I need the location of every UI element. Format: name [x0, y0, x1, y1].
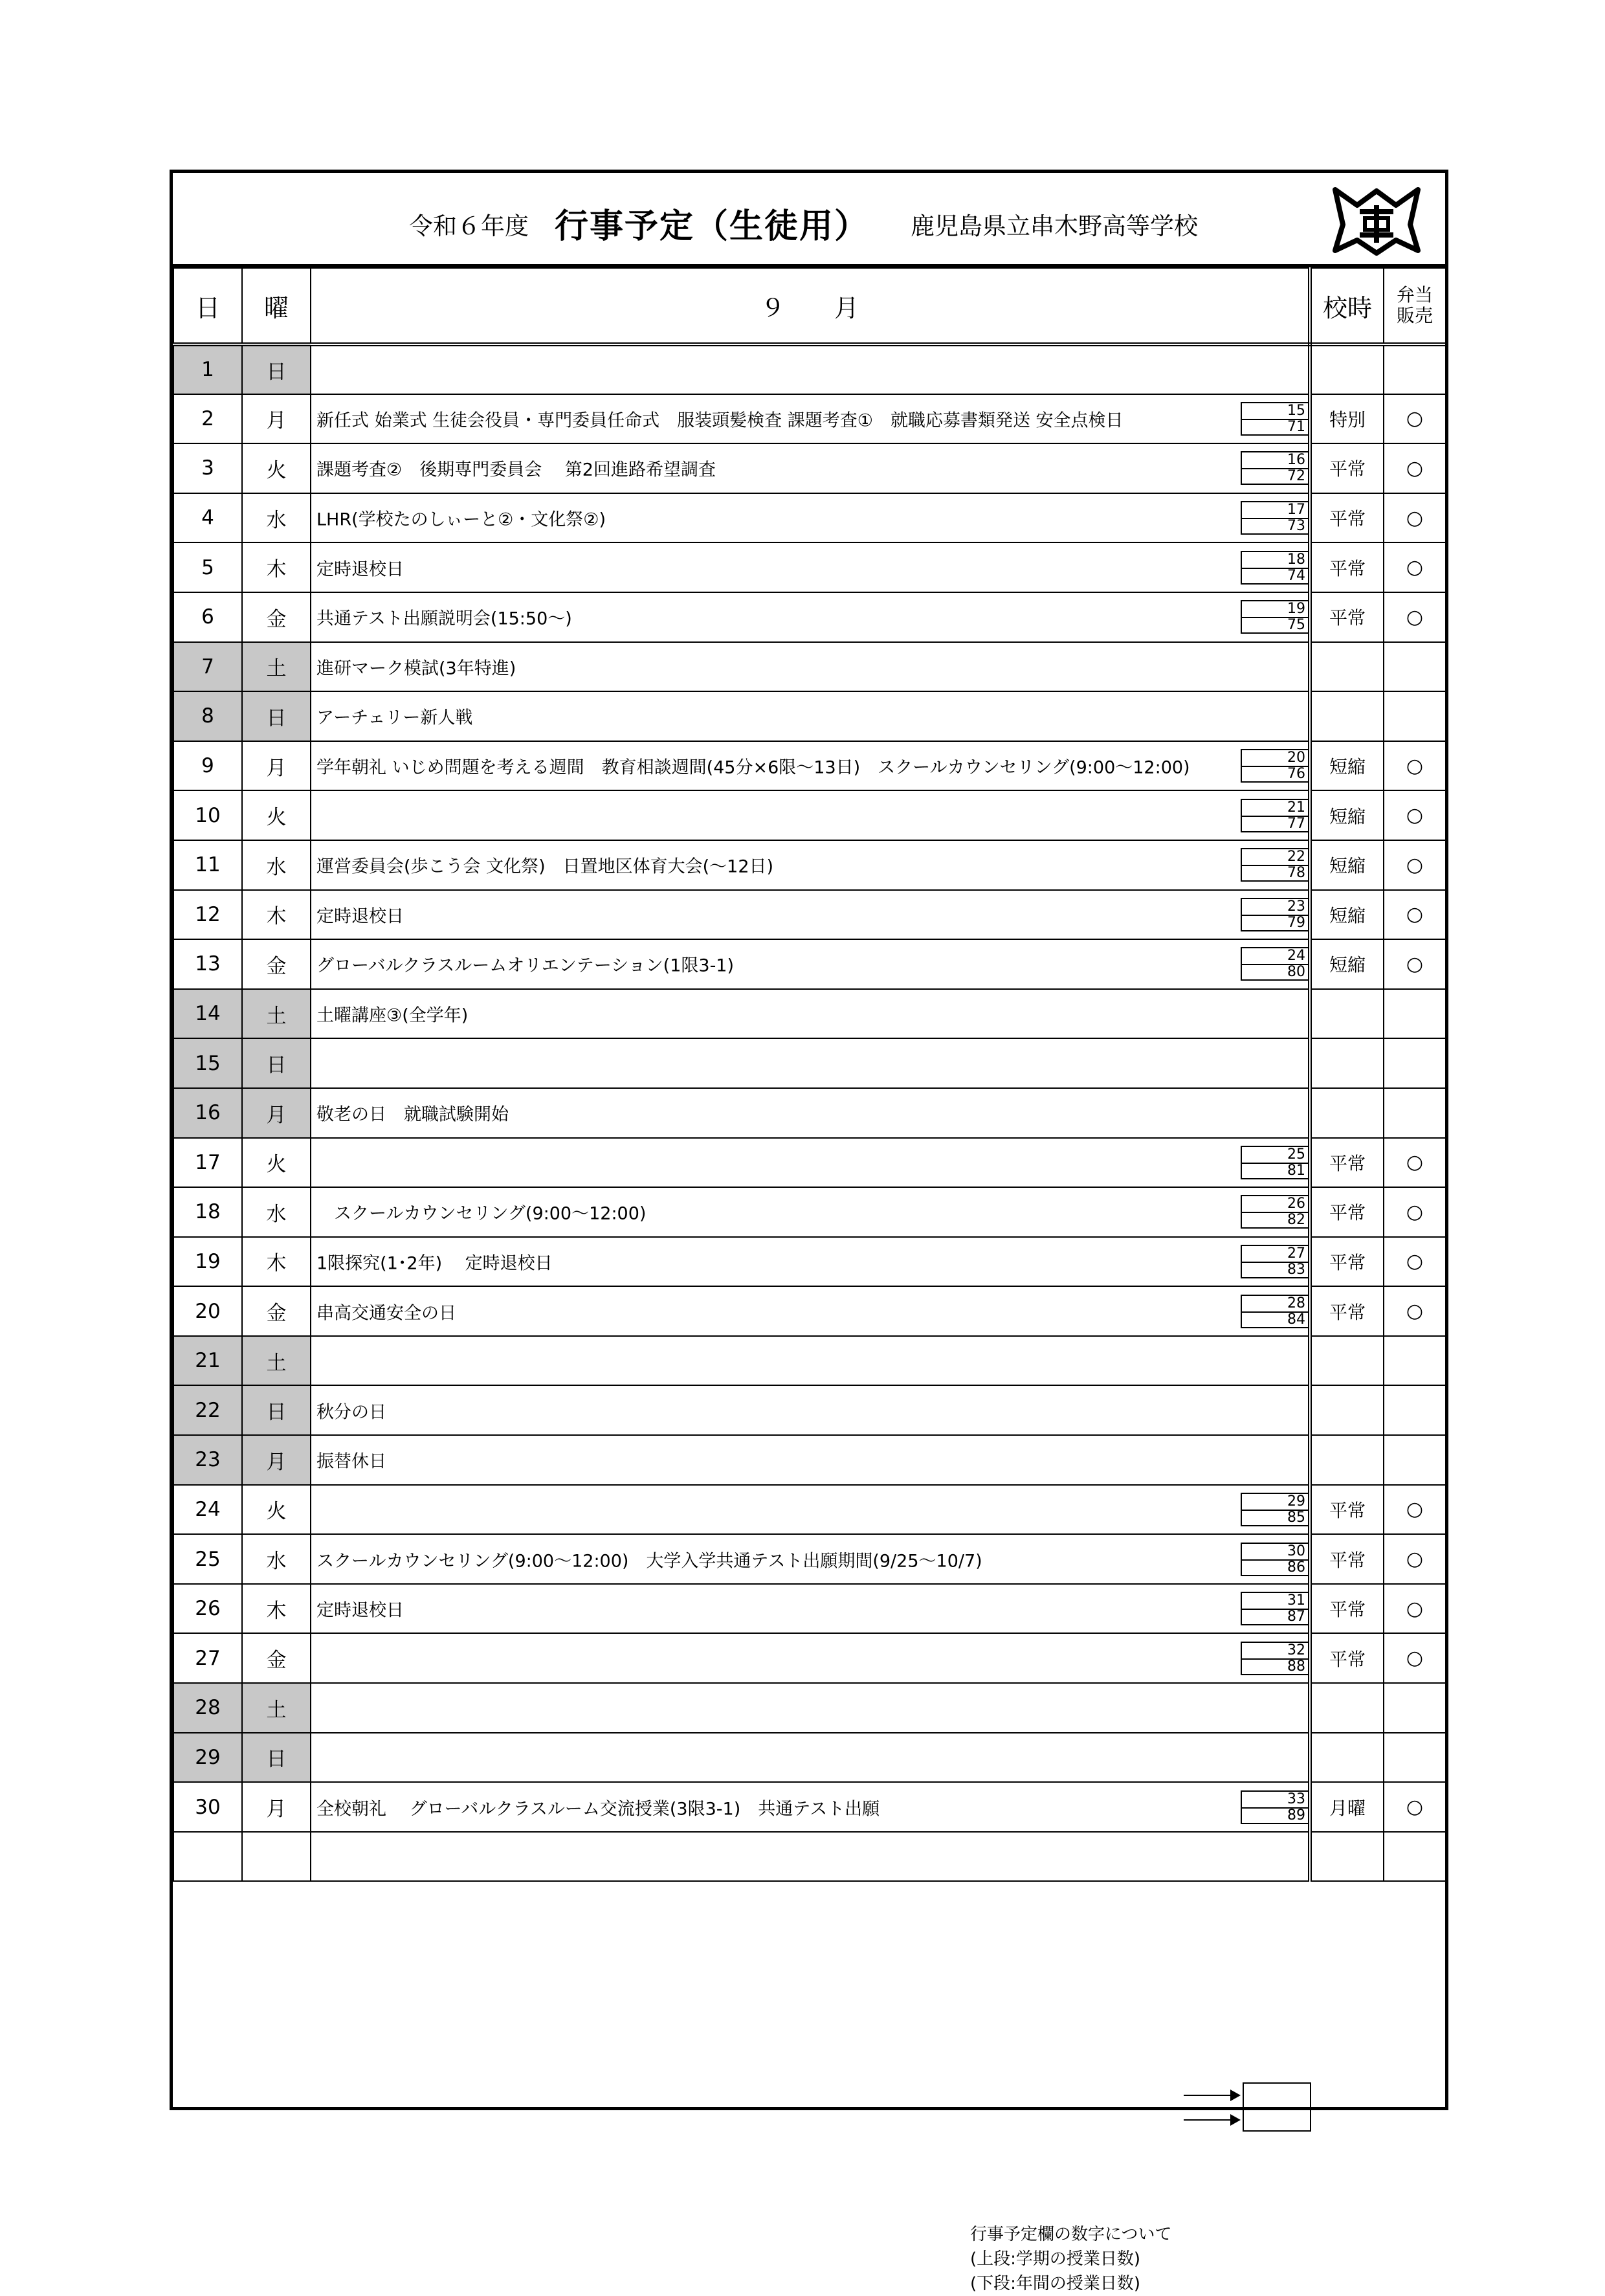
event-cell	[311, 1683, 1310, 1733]
schedule-cell: 平常	[1310, 1485, 1384, 1535]
event-text: 定時退校日	[316, 906, 404, 927]
schedule-cell: 平常	[1310, 1237, 1384, 1287]
day-cell: 27	[173, 1633, 242, 1683]
lunch-sale-cell: ○	[1384, 1138, 1446, 1188]
term-day-count: 16	[1287, 452, 1305, 469]
lunch-sale-cell: ○	[1384, 542, 1446, 592]
table-row	[173, 1683, 1446, 1733]
weekday-cell: 火	[242, 1138, 311, 1188]
event-cell	[311, 1485, 1310, 1535]
weekday-cell: 水	[242, 493, 311, 543]
event-cell	[311, 592, 1310, 642]
class-day-counter	[1241, 451, 1308, 485]
year-day-count: 77	[1287, 815, 1305, 832]
legend-arrow-lower	[1184, 2119, 1239, 2121]
day-cell: 29	[173, 1733, 242, 1783]
event-cell	[311, 741, 1310, 791]
year-day-count: 88	[1287, 1658, 1305, 1675]
school-emblem-icon	[1331, 186, 1422, 257]
lunch-sale-cell	[1384, 1683, 1446, 1733]
weekday-cell: 木	[242, 1237, 311, 1287]
day-cell: 21	[173, 1336, 242, 1386]
year-day-count: 75	[1287, 617, 1305, 634]
lunch-sale-cell	[1384, 1733, 1446, 1783]
term-day-count: 33	[1287, 1790, 1305, 1807]
class-day-counter	[1241, 1245, 1308, 1278]
class-day-counter	[1241, 1493, 1308, 1526]
term-day-count: 32	[1287, 1642, 1305, 1658]
table-row	[173, 1286, 1446, 1336]
event-cell	[311, 1286, 1310, 1336]
title-row	[173, 173, 1445, 267]
schedule-cell: 短縮	[1310, 840, 1384, 890]
class-day-counter	[1241, 1543, 1308, 1576]
lunch-sale-cell	[1384, 1385, 1446, 1435]
year-day-count: 81	[1287, 1162, 1305, 1179]
event-text: 土曜講座③(全学年)	[316, 1005, 469, 1026]
day-cell: 23	[173, 1435, 242, 1485]
event-text: 共通テスト出願説明会(15:50～)	[316, 608, 572, 629]
weekday-cell: 土	[242, 1683, 311, 1733]
schedule-cell: 短縮	[1310, 741, 1384, 791]
lunch-sale-cell	[1384, 1832, 1446, 1882]
year-day-count: 87	[1287, 1609, 1305, 1625]
lunch-sale-cell	[1384, 344, 1446, 394]
lunch-sale-cell: ○	[1384, 493, 1446, 543]
weekday-cell: 木	[242, 890, 311, 940]
weekday-cell: 木	[242, 542, 311, 592]
event-cell	[311, 840, 1310, 890]
lunch-sale-cell: ○	[1384, 1485, 1446, 1535]
schedule-cell: 平常	[1310, 1534, 1384, 1584]
term-day-count: 22	[1287, 849, 1305, 865]
schedule-cell: 平常	[1310, 1584, 1384, 1634]
day-cell: 9	[173, 741, 242, 791]
schedule-cell: 平常	[1310, 493, 1384, 543]
day-cell: 13	[173, 939, 242, 989]
table-row	[173, 1832, 1446, 1882]
col-header-lunch	[1384, 268, 1446, 344]
year-day-count: 86	[1287, 1559, 1305, 1576]
day-cell: 11	[173, 840, 242, 890]
day-cell: 18	[173, 1187, 242, 1237]
event-text: グローバルクラスルームオリエンテーション(1限3-1)	[316, 955, 735, 976]
term-day-count: 21	[1287, 799, 1305, 816]
day-cell: 16	[173, 1088, 242, 1138]
table-row	[173, 1385, 1446, 1435]
class-day-counter	[1241, 501, 1308, 535]
day-cell: 12	[173, 890, 242, 940]
schedule-cell: 平常	[1310, 1187, 1384, 1237]
event-text: 定時退校日	[316, 1600, 404, 1621]
lunch-sale-cell	[1384, 989, 1446, 1039]
weekday-cell: 金	[242, 1633, 311, 1683]
day-cell: 25	[173, 1534, 242, 1584]
fiscal-year: 令和６年度	[409, 212, 529, 240]
class-day-counter	[1241, 947, 1308, 981]
year-day-count: 72	[1287, 468, 1305, 485]
event-text: 敬老の日 就職試験開始	[316, 1104, 509, 1125]
event-cell	[311, 443, 1310, 493]
legend-number-box	[1243, 2082, 1311, 2132]
lunch-sale-cell: ○	[1384, 741, 1446, 791]
schedule-cell: 特別	[1310, 394, 1384, 444]
event-cell	[311, 989, 1310, 1039]
schedule-cell	[1310, 642, 1384, 692]
weekday-cell: 月	[242, 1782, 311, 1832]
event-cell	[311, 1088, 1310, 1138]
schedule-table	[173, 267, 1446, 1882]
event-cell	[311, 542, 1310, 592]
class-day-counter	[1241, 1195, 1308, 1229]
lunch-sale-cell: ○	[1384, 592, 1446, 642]
lunch-sale-cell: ○	[1384, 443, 1446, 493]
lunch-sale-cell: ○	[1384, 1633, 1446, 1683]
table-row	[173, 1534, 1446, 1584]
event-text: アーチェリー新人戦	[316, 708, 473, 728]
event-text: 新任式 始業式 生徒会役員・専門委員任命式 服装頭髪検査 課題考査① 就職応募書類発送 安全点検日	[316, 410, 1124, 431]
lunch-sale-cell: ○	[1384, 790, 1446, 840]
term-day-count: 29	[1287, 1493, 1305, 1510]
lunch-sale-cell	[1384, 691, 1446, 741]
event-cell	[311, 1435, 1310, 1485]
event-cell	[311, 939, 1310, 989]
event-cell	[311, 691, 1310, 741]
day-cell: 1	[173, 344, 242, 394]
weekday-cell: 日	[242, 1733, 311, 1783]
year-day-count: 74	[1287, 567, 1305, 584]
weekday-cell: 金	[242, 939, 311, 989]
schedule-cell	[1310, 989, 1384, 1039]
year-day-count: 78	[1287, 865, 1305, 882]
term-day-count: 20	[1287, 750, 1305, 766]
header-row	[173, 268, 1446, 344]
lunch-sale-cell: ○	[1384, 1534, 1446, 1584]
day-cell: 22	[173, 1385, 242, 1435]
year-day-count: 85	[1287, 1509, 1305, 1526]
day-cell: 30	[173, 1782, 242, 1832]
event-text: 学年朝礼 いじめ問題を考える週間 教育相談週間(45分×6限～13日) スクールカウンセリング(9:00～12:00)	[316, 757, 1190, 778]
col-header-lunch-line1: 弁当	[1396, 284, 1433, 306]
weekday-cell: 月	[242, 741, 311, 791]
schedule-cell	[1310, 1038, 1384, 1088]
day-cell	[173, 1832, 242, 1882]
day-cell: 2	[173, 394, 242, 444]
table-row	[173, 840, 1446, 890]
weekday-cell: 土	[242, 642, 311, 692]
term-day-count: 30	[1287, 1543, 1305, 1559]
event-cell	[311, 1633, 1310, 1683]
class-day-counter	[1241, 1592, 1308, 1625]
event-text: スクールカウンセリング(9:00～12:00)	[316, 1203, 647, 1224]
class-day-counter	[1241, 1146, 1308, 1179]
table-row	[173, 1038, 1446, 1088]
event-cell	[311, 1237, 1310, 1287]
event-text: 全校朝礼 グローバルクラスルーム交流授業(3限3-1) 共通テスト出願	[316, 1799, 880, 1820]
lunch-sale-cell	[1384, 1336, 1446, 1386]
lunch-sale-cell: ○	[1384, 1584, 1446, 1634]
schedule-cell	[1310, 1336, 1384, 1386]
event-cell	[311, 890, 1310, 940]
table-row	[173, 1584, 1446, 1634]
col-header-lunch-line2: 販売	[1396, 305, 1433, 326]
event-text: 串高交通安全の日	[316, 1303, 456, 1324]
table-row	[173, 1336, 1446, 1386]
day-cell: 28	[173, 1683, 242, 1733]
legend-title: 行事予定欄の数字について	[970, 2225, 1172, 2244]
weekday-cell: 日	[242, 1038, 311, 1088]
weekday-cell: 月	[242, 1435, 311, 1485]
term-day-count: 26	[1287, 1196, 1305, 1212]
schedule-cell: 月曜	[1310, 1782, 1384, 1832]
event-cell	[311, 790, 1310, 840]
schedule-cell: 平常	[1310, 1633, 1384, 1683]
event-cell	[311, 1733, 1310, 1783]
weekday-cell: 火	[242, 1485, 311, 1535]
year-day-count: 73	[1287, 518, 1305, 535]
legend-upper: (上段:学期の授業日数)	[970, 2249, 1141, 2269]
lunch-sale-cell: ○	[1384, 394, 1446, 444]
year-day-count: 83	[1287, 1261, 1305, 1278]
table-row	[173, 1187, 1446, 1237]
year-day-count: 89	[1287, 1807, 1305, 1823]
schedule-cell: 平常	[1310, 1286, 1384, 1336]
event-cell	[311, 1187, 1310, 1237]
weekday-cell: 月	[242, 394, 311, 444]
year-day-count: 79	[1287, 914, 1305, 931]
event-text: 1限探究(1･2年) 定時退校日	[316, 1253, 553, 1274]
schedule-cell: 短縮	[1310, 939, 1384, 989]
event-cell	[311, 493, 1310, 543]
table-row	[173, 493, 1446, 543]
weekday-cell: 火	[242, 443, 311, 493]
day-cell: 24	[173, 1485, 242, 1535]
event-cell	[311, 1782, 1310, 1832]
lunch-sale-cell	[1384, 1088, 1446, 1138]
lunch-sale-cell: ○	[1384, 890, 1446, 940]
table-row	[173, 1237, 1446, 1287]
schedule-cell	[1310, 344, 1384, 394]
weekday-cell: 月	[242, 1088, 311, 1138]
page-title: 行事予定（生徒用）	[555, 207, 870, 246]
event-text: 進研マーク模試(3年特進)	[316, 658, 516, 679]
legend-box-divider	[1244, 2107, 1310, 2108]
weekday-cell: 金	[242, 592, 311, 642]
lunch-sale-cell	[1384, 1038, 1446, 1088]
day-cell: 6	[173, 592, 242, 642]
class-day-counter	[1241, 749, 1308, 783]
event-text: 振替休日	[316, 1451, 386, 1472]
lunch-sale-cell: ○	[1384, 1782, 1446, 1832]
table-row	[173, 790, 1446, 840]
day-cell: 15	[173, 1038, 242, 1088]
table-row	[173, 741, 1446, 791]
schedule-cell: 短縮	[1310, 890, 1384, 940]
schedule-cell	[1310, 691, 1384, 741]
table-row	[173, 1435, 1446, 1485]
class-day-counter	[1241, 551, 1308, 585]
table-row	[173, 1733, 1446, 1783]
weekday-cell: 土	[242, 1336, 311, 1386]
event-text: スクールカウンセリング(9:00～12:00) 大学入学共通テスト出願期間(9/25～10/7)	[316, 1551, 982, 1572]
lunch-sale-cell: ○	[1384, 939, 1446, 989]
schedule-cell	[1310, 1385, 1384, 1435]
day-cell: 26	[173, 1584, 242, 1634]
schedule-cell	[1310, 1733, 1384, 1783]
event-cell	[311, 1385, 1310, 1435]
event-cell	[311, 1584, 1310, 1634]
event-text: LHR(学校たのしぃーと②・文化祭②)	[316, 509, 606, 530]
class-day-counter	[1241, 1790, 1308, 1824]
event-text: 定時退校日	[316, 559, 404, 580]
lunch-sale-cell	[1384, 1435, 1446, 1485]
day-cell: 7	[173, 642, 242, 692]
table-row	[173, 890, 1446, 940]
weekday-cell: 水	[242, 1534, 311, 1584]
term-day-count: 24	[1287, 948, 1305, 964]
legend-arrow-upper	[1184, 2095, 1239, 2096]
term-day-count: 19	[1287, 601, 1305, 618]
day-cell: 8	[173, 691, 242, 741]
lunch-sale-cell: ○	[1384, 1237, 1446, 1287]
schedule-cell: 平常	[1310, 592, 1384, 642]
event-cell	[311, 1832, 1310, 1882]
weekday-cell: 水	[242, 840, 311, 890]
table-row	[173, 1138, 1446, 1188]
schedule-cell	[1310, 1832, 1384, 1882]
table-row	[173, 592, 1446, 642]
term-day-count: 15	[1287, 402, 1305, 419]
legend	[970, 2222, 1171, 2296]
schedule-cell: 平常	[1310, 542, 1384, 592]
schedule-cell: 平常	[1310, 1138, 1384, 1188]
day-cell: 14	[173, 989, 242, 1039]
term-day-count: 27	[1287, 1245, 1305, 1262]
day-cell: 3	[173, 443, 242, 493]
year-day-count: 80	[1287, 964, 1305, 981]
schedule-cell	[1310, 1088, 1384, 1138]
year-day-count: 84	[1287, 1311, 1305, 1328]
table-row	[173, 939, 1446, 989]
weekday-cell: 金	[242, 1286, 311, 1336]
day-cell: 17	[173, 1138, 242, 1188]
day-cell: 4	[173, 493, 242, 543]
class-day-counter	[1241, 1295, 1308, 1328]
schedule-frame	[170, 170, 1448, 2293]
event-cell	[311, 642, 1310, 692]
event-text: 秋分の日	[316, 1402, 386, 1423]
class-day-counter	[1241, 600, 1308, 634]
class-day-counter	[1241, 898, 1308, 931]
event-cell	[311, 1138, 1310, 1188]
day-cell: 10	[173, 790, 242, 840]
table-row	[173, 443, 1446, 493]
col-header-schedule: 校時	[1310, 268, 1384, 344]
weekday-cell: 土	[242, 989, 311, 1039]
schedule-cell	[1310, 1435, 1384, 1485]
table-row	[173, 1088, 1446, 1138]
table-row	[173, 1633, 1446, 1683]
table-row	[173, 691, 1446, 741]
table-row	[173, 989, 1446, 1039]
class-day-counter	[1241, 1642, 1308, 1675]
lunch-sale-cell: ○	[1384, 1286, 1446, 1336]
term-day-count: 17	[1287, 502, 1305, 518]
col-header-month: ９ 月	[311, 268, 1310, 344]
weekday-cell: 日	[242, 1385, 311, 1435]
event-cell	[311, 344, 1310, 394]
lunch-sale-cell: ○	[1384, 1187, 1446, 1237]
table-row	[173, 394, 1446, 444]
term-day-count: 28	[1287, 1295, 1305, 1311]
schedule-cell	[1310, 1683, 1384, 1733]
term-day-count: 25	[1287, 1146, 1305, 1163]
lunch-sale-cell	[1384, 642, 1446, 692]
term-day-count: 31	[1287, 1592, 1305, 1609]
day-cell: 20	[173, 1286, 242, 1336]
legend-lower: (下段:年間の授業日数)	[970, 2274, 1141, 2293]
year-day-count: 71	[1287, 418, 1305, 435]
weekday-cell: 木	[242, 1584, 311, 1634]
schedule-cell: 短縮	[1310, 790, 1384, 840]
table-row	[173, 344, 1446, 394]
weekday-cell: 火	[242, 790, 311, 840]
table-row	[173, 1485, 1446, 1535]
schedule-cell: 平常	[1310, 443, 1384, 493]
table-row	[173, 642, 1446, 692]
event-text: 課題考査② 後期専門委員会 第2回進路希望調査	[316, 460, 716, 480]
term-day-count: 23	[1287, 898, 1305, 915]
year-day-count: 82	[1287, 1212, 1305, 1229]
weekday-cell: 日	[242, 691, 311, 741]
lunch-sale-cell: ○	[1384, 840, 1446, 890]
weekday-cell: 日	[242, 344, 311, 394]
event-cell	[311, 1534, 1310, 1584]
col-header-day: 日	[173, 268, 242, 344]
event-cell	[311, 1038, 1310, 1088]
table-row	[173, 1782, 1446, 1832]
event-text: 運営委員会(歩こう会 文化祭) 日置地区体育大会(～12日)	[316, 856, 774, 877]
term-day-count: 18	[1287, 551, 1305, 568]
class-day-counter	[1241, 799, 1308, 832]
class-day-counter	[1241, 402, 1308, 436]
weekday-cell	[242, 1832, 311, 1882]
table-row	[173, 542, 1446, 592]
year-day-count: 76	[1287, 766, 1305, 783]
day-cell: 19	[173, 1237, 242, 1287]
col-header-dow: 曜	[242, 268, 311, 344]
event-cell	[311, 394, 1310, 444]
school-name: 鹿児島県立串木野高等学校	[911, 212, 1198, 240]
weekday-cell: 水	[242, 1187, 311, 1237]
event-cell	[311, 1336, 1310, 1386]
class-day-counter	[1241, 848, 1308, 882]
day-cell: 5	[173, 542, 242, 592]
